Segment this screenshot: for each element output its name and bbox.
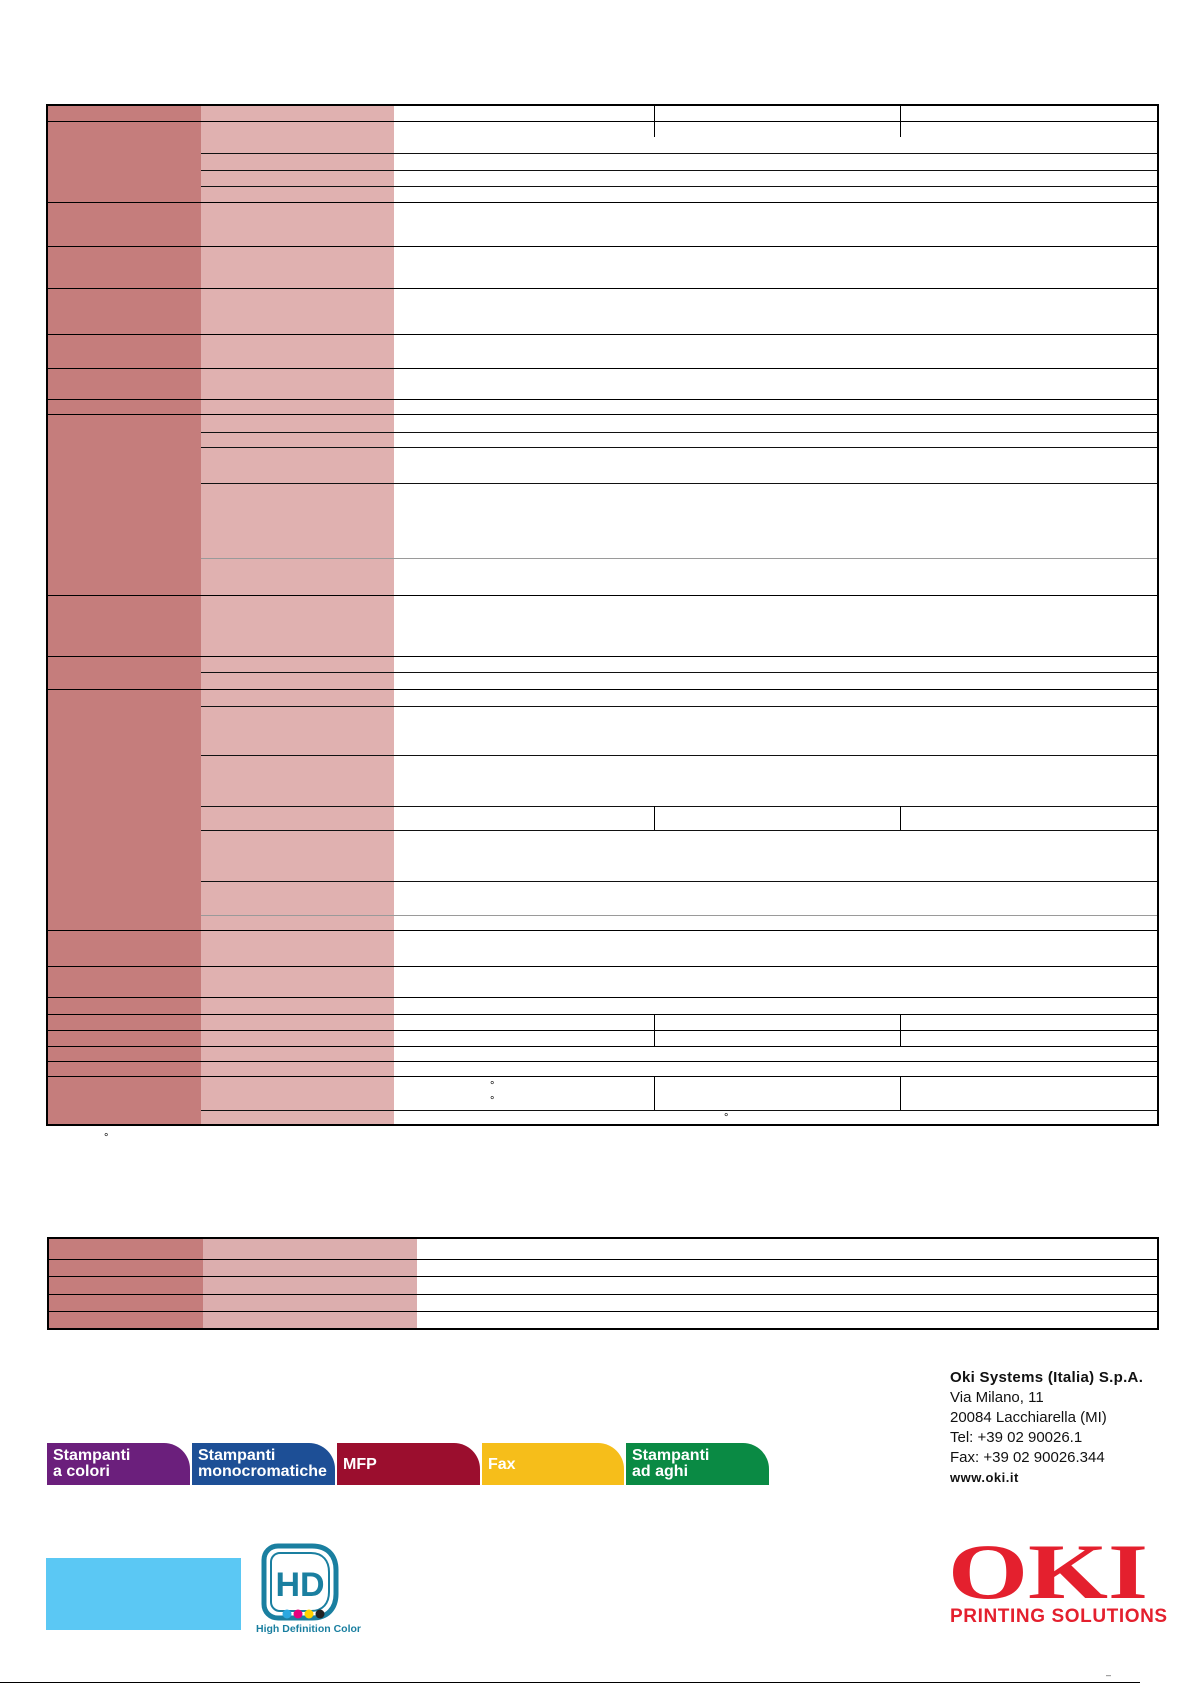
degree-mark: ° bbox=[490, 1095, 495, 1107]
specifications-table bbox=[46, 104, 1159, 1126]
oki-word: OKI bbox=[948, 1538, 1148, 1604]
row-divider bbox=[48, 1061, 1157, 1062]
row-divider bbox=[48, 288, 1157, 289]
column-divider bbox=[654, 806, 655, 830]
subrow-divider bbox=[201, 881, 1157, 882]
tab-color-printers[interactable] bbox=[47, 1443, 190, 1485]
row-divider bbox=[48, 334, 1157, 335]
company-name: Oki Systems (Italia) S.p.A. bbox=[950, 1369, 1144, 1386]
subrow-divider bbox=[201, 1110, 1157, 1111]
degree-mark: ° bbox=[490, 1080, 495, 1092]
company-city: 20084 Lacchiarella (MI) bbox=[950, 1409, 1107, 1426]
row-divider bbox=[48, 1076, 1157, 1077]
subrow-divider bbox=[201, 432, 1157, 433]
oki-logo bbox=[948, 1538, 1168, 1630]
subrow-divider bbox=[201, 706, 1157, 707]
company-tel: Tel: +39 02 90026.1 bbox=[950, 1429, 1083, 1446]
row-divider bbox=[48, 930, 1157, 931]
degree-mark: ° bbox=[104, 1132, 109, 1144]
row-divider bbox=[48, 997, 1157, 998]
row-divider bbox=[48, 656, 1157, 657]
degree-mark: ° bbox=[724, 1112, 729, 1124]
hd-badge-icon bbox=[256, 1542, 364, 1634]
column-divider bbox=[900, 1076, 901, 1110]
row-divider bbox=[48, 1046, 1157, 1047]
company-website[interactable]: www.oki.it bbox=[950, 1470, 1019, 1485]
hd-mark: HD bbox=[275, 1566, 325, 1604]
subrow-divider bbox=[201, 153, 1157, 154]
row-divider bbox=[49, 1259, 1157, 1260]
row-divider bbox=[49, 1276, 1157, 1277]
tab-label: Fax bbox=[488, 1456, 516, 1473]
subrow-divider bbox=[201, 186, 1157, 187]
subrow-divider bbox=[201, 755, 1157, 756]
cyan-panel bbox=[46, 1558, 241, 1630]
row-divider bbox=[48, 399, 1157, 400]
accessories-table bbox=[47, 1237, 1159, 1330]
row-divider bbox=[48, 689, 1157, 690]
tab-label-line2: monocromatiche bbox=[198, 1463, 327, 1480]
tab-label-line1: Stampanti bbox=[632, 1447, 710, 1464]
subrow-divider bbox=[201, 672, 1157, 673]
row-divider bbox=[48, 368, 1157, 369]
tab-dot-matrix-printers[interactable] bbox=[626, 1443, 769, 1485]
subrow-divider bbox=[201, 170, 1157, 171]
accessories-code-column bbox=[203, 1239, 417, 1328]
column-divider bbox=[654, 1014, 655, 1046]
row-divider bbox=[48, 121, 1157, 122]
row-divider bbox=[48, 246, 1157, 247]
row-divider bbox=[48, 202, 1157, 203]
column-divider bbox=[900, 1014, 901, 1046]
oki-wordmark-icon bbox=[948, 1538, 1152, 1604]
footer-rule bbox=[0, 1682, 1140, 1683]
tab-label-line2: a colori bbox=[53, 1463, 110, 1480]
row-divider bbox=[48, 1014, 1157, 1015]
row-divider bbox=[48, 1030, 1157, 1031]
row-divider bbox=[48, 595, 1157, 596]
row-divider bbox=[48, 966, 1157, 967]
oki-tagline: PRINTING SOLUTIONS bbox=[950, 1606, 1168, 1627]
column-divider bbox=[900, 806, 901, 830]
subrow-divider bbox=[201, 830, 1157, 831]
spec-category-column bbox=[48, 106, 201, 1124]
hd-color-logo bbox=[256, 1542, 364, 1634]
subrow-divider bbox=[201, 483, 1157, 484]
column-divider bbox=[654, 106, 655, 137]
subrow-divider bbox=[201, 915, 1157, 916]
spec-subcategory-column bbox=[201, 106, 394, 1124]
tab-label-line1: Stampanti bbox=[198, 1447, 276, 1464]
subrow-divider bbox=[201, 558, 1157, 559]
subrow-divider bbox=[201, 447, 1157, 448]
tab-fax[interactable] bbox=[482, 1443, 624, 1485]
tab-label: MFP bbox=[343, 1456, 377, 1473]
tab-label-line1: Stampanti bbox=[53, 1447, 131, 1464]
column-divider bbox=[900, 106, 901, 137]
tab-mono-printers[interactable] bbox=[192, 1443, 335, 1485]
tab-mfp[interactable] bbox=[337, 1443, 480, 1485]
subrow-divider bbox=[201, 806, 1157, 807]
company-fax: Fax: +39 02 90026.344 bbox=[950, 1449, 1105, 1466]
row-divider bbox=[49, 1294, 1157, 1295]
company-street: Via Milano, 11 bbox=[950, 1389, 1044, 1406]
row-divider bbox=[48, 414, 1157, 415]
accessories-label-column bbox=[49, 1239, 203, 1328]
tab-label-line2: ad aghi bbox=[632, 1463, 689, 1480]
row-divider bbox=[49, 1311, 1157, 1312]
column-divider bbox=[654, 1076, 655, 1110]
corner-mark: – bbox=[1106, 1670, 1112, 1680]
company-address bbox=[950, 1368, 1143, 1488]
hd-caption: High Definition Color bbox=[256, 1623, 361, 1634]
